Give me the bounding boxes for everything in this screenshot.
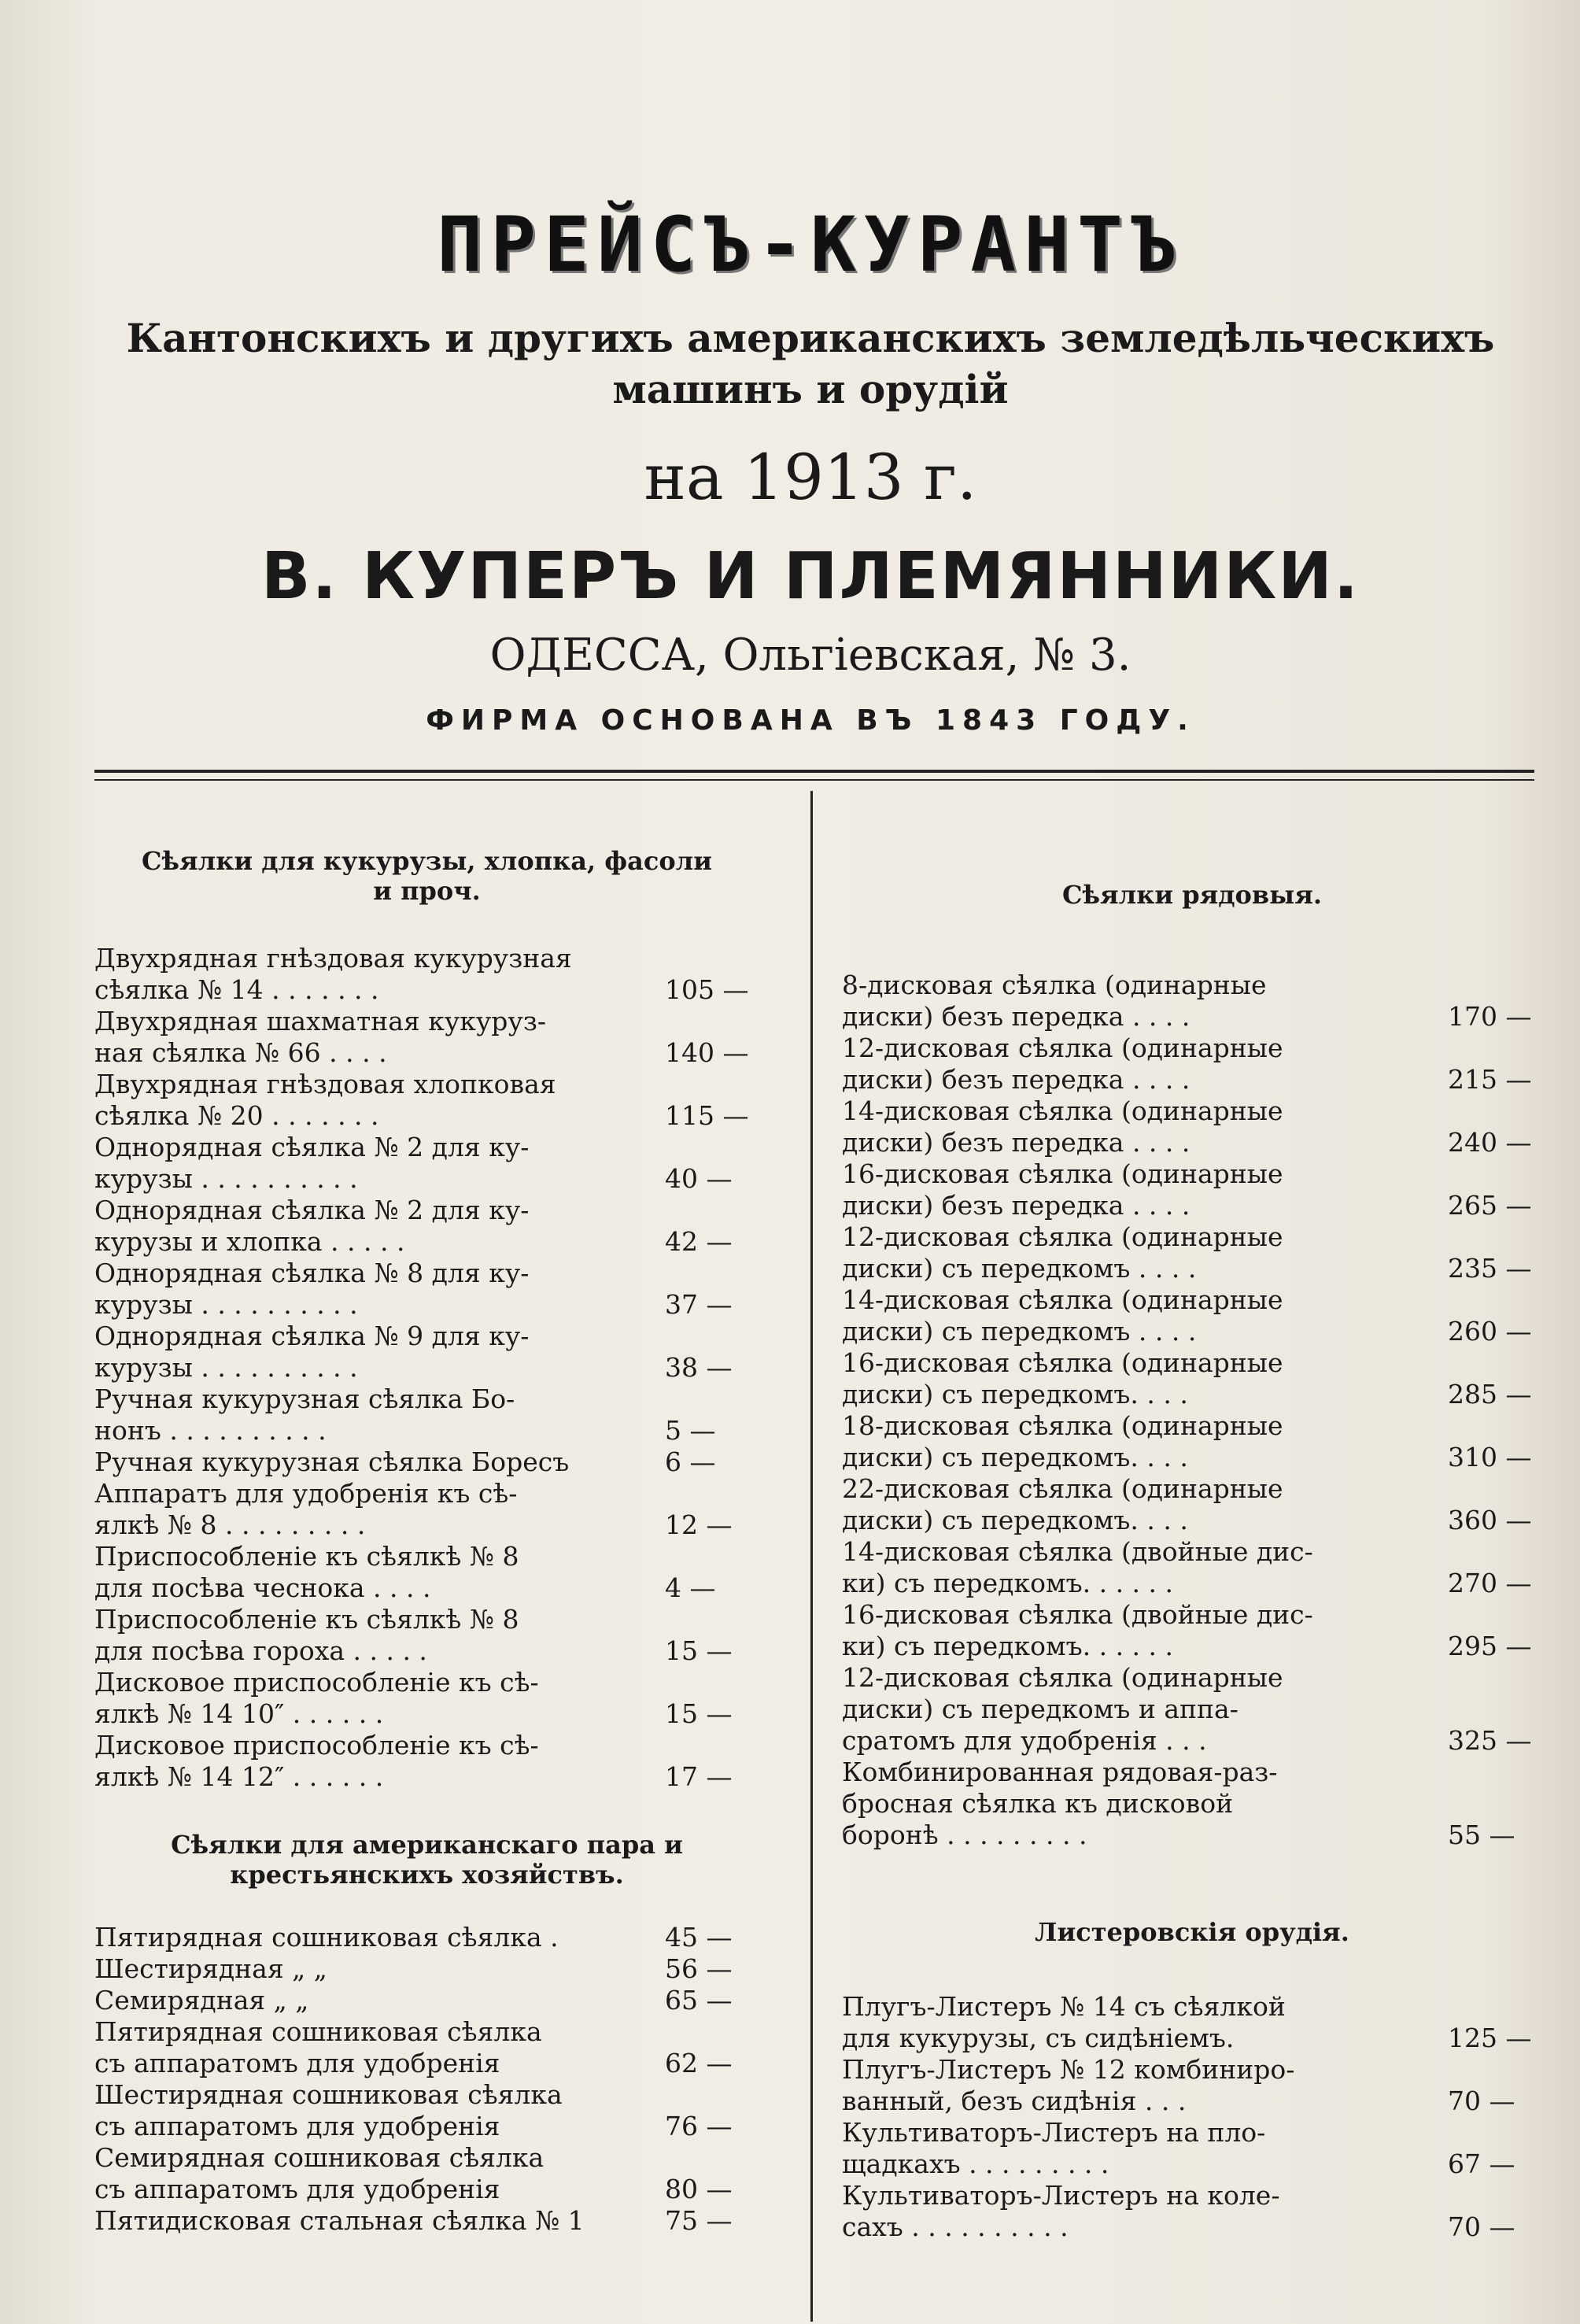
- company-name: В. КУПЕРЪ И ПЛЕМЯННИКИ.: [260, 539, 1360, 614]
- header-rule-thin: [94, 779, 1534, 781]
- item-name: Однорядная сѣялка № 9 для ку- курузы . . . . . . . . . .: [94, 1321, 530, 1383]
- item-price: 55 —: [1448, 1820, 1515, 1850]
- price-list-item: [94, 2079, 759, 2142]
- item-name: Ручная кукурузная сѣялка Боресъ: [94, 1446, 570, 1477]
- item-name: Комбинированная рядовая-раз- бросная сѣялка къ дисковой боронѣ . . . . . . . . .: [842, 1757, 1278, 1850]
- subtitle-line-2: машинъ и орудій: [612, 366, 1009, 412]
- price-list-item: [842, 1757, 1542, 1851]
- price-list-item: [94, 1604, 759, 1667]
- item-name: 14-дисковая сѣялка (двойные дис- ки) съ передкомъ. . . . . .: [842, 1536, 1313, 1598]
- item-price: 75 —: [665, 2205, 733, 2236]
- price-list-item: [842, 1221, 1542, 1284]
- price-list-item: [842, 1991, 1542, 2054]
- price-list-item: [94, 1132, 759, 1195]
- price-list-item: [94, 1730, 759, 1793]
- subtitle-line-1: Кантонскихъ и другихъ американскихъ земледѣльческихъ: [126, 315, 1495, 361]
- item-price: 80 —: [665, 2174, 733, 2204]
- item-price: 115 —: [665, 1100, 749, 1131]
- price-list-item: [842, 2180, 1542, 2243]
- item-name: 18-дисковая сѣялка (одинарные диски) съ передкомъ. . . .: [842, 1410, 1283, 1472]
- item-name: Двухрядная гнѣздовая кукурузная сѣялка № 14 . . . . . . .: [94, 943, 572, 1005]
- price-list-item: [842, 1095, 1542, 1158]
- item-price: 70 —: [1448, 2086, 1515, 2116]
- price-list-item: [94, 1446, 759, 1478]
- item-name: Однорядная сѣялка № 8 для ку- курузы . . . . . . . . . .: [94, 1258, 530, 1320]
- item-name: Семирядная сошниковая сѣялка съ аппаратомъ для удобренія: [94, 2142, 545, 2204]
- section-heading-corn-seeders: Сѣялки для кукурузы, хлопка, фасоли и проч.: [142, 846, 712, 906]
- item-name: 16-дисковая сѣялка (одинарные диски) съ передкомъ. . . .: [842, 1347, 1283, 1410]
- price-list-item: [842, 970, 1542, 1033]
- company-address: ОДЕССА, Ольгіевская, № 3.: [489, 630, 1131, 681]
- price-list-item: [842, 1662, 1542, 1757]
- item-name: 12-дисковая сѣялка (одинарные диски) безъ передка . . . .: [842, 1033, 1283, 1095]
- item-price: 38 —: [665, 1352, 733, 1383]
- item-price: 215 —: [1448, 1064, 1532, 1095]
- item-name: Шестирядная „ „: [94, 1953, 327, 1984]
- item-price: 6 —: [665, 1446, 716, 1477]
- item-name: Шестирядная сошниковая сѣялка съ аппаратомъ для удобренія: [94, 2079, 563, 2141]
- price-list-item: [94, 1384, 759, 1446]
- item-name: Аппаратъ для удобренія къ сѣ- ялкѣ № 8 . . . . . . . . .: [94, 1478, 518, 1540]
- price-list-item: [842, 1473, 1542, 1536]
- item-name: 8-дисковая сѣялка (одинарные диски) безъ передка . . . .: [842, 970, 1267, 1032]
- item-name: Культиваторъ-Листеръ на пло- щадкахъ . . . . . . . . .: [842, 2117, 1266, 2179]
- item-name: 16-дисковая сѣялка (одинарные диски) безъ передка . . . .: [842, 1158, 1283, 1221]
- price-list-item: [842, 1347, 1542, 1410]
- section-heading-row-seeders: Сѣялки рядовыя.: [1062, 880, 1322, 910]
- item-name: Ручная кукурузная сѣялка Бо- нонъ . . . . . . . . . .: [94, 1384, 515, 1446]
- item-price: 140 —: [665, 1037, 749, 1068]
- price-list-item: [94, 1953, 759, 1985]
- item-price: 67 —: [1448, 2148, 1515, 2179]
- item-name: Приспособленіе къ сѣялкѣ № 8 для посѣва гороха . . . . .: [94, 1604, 519, 1666]
- item-name: Пятирядная сошниковая сѣялка съ аппаратомъ для удобренія: [94, 2016, 542, 2078]
- item-name: Культиваторъ-Листеръ на коле- сахъ . . . . . . . . . .: [842, 2180, 1280, 2242]
- price-list-item: [94, 1258, 759, 1321]
- item-price: 56 —: [665, 1953, 733, 1984]
- item-price: 170 —: [1448, 1001, 1532, 1032]
- item-price: 76 —: [665, 2111, 733, 2141]
- item-price: 65 —: [665, 1985, 733, 2015]
- price-list-item: [94, 1195, 759, 1258]
- item-name: Двухрядная шахматная кукуруз- ная сѣялка № 66 . . . .: [94, 1006, 546, 1068]
- price-list-item: [94, 2205, 759, 2237]
- column-divider: [810, 791, 813, 2322]
- price-list-item: [842, 1033, 1542, 1095]
- price-list-item: [94, 1321, 759, 1384]
- item-price: 270 —: [1448, 1568, 1532, 1598]
- price-list-item: [842, 1410, 1542, 1473]
- item-price: 15 —: [665, 1698, 733, 1729]
- item-name: 22-дисковая сѣялка (одинарные диски) съ передкомъ. . . .: [842, 1473, 1283, 1535]
- item-price: 310 —: [1448, 1442, 1532, 1472]
- item-price: 325 —: [1448, 1725, 1532, 1756]
- item-price: 70 —: [1448, 2211, 1515, 2242]
- item-price: 37 —: [665, 1289, 733, 1320]
- document-title: ПРЕЙСЪ-КУРАНТЪ: [437, 201, 1184, 289]
- item-price: 42 —: [665, 1226, 733, 1257]
- item-price: 285 —: [1448, 1379, 1532, 1410]
- item-name: 12-дисковая сѣялка (одинарные диски) съ передкомъ и аппа- cратомъ для удобренія . . .: [842, 1662, 1283, 1756]
- item-price: 45 —: [665, 1922, 733, 1953]
- item-name: 12-дисковая сѣялка (одинарные диски) съ передкомъ . . . .: [842, 1221, 1283, 1284]
- item-price: 235 —: [1448, 1253, 1532, 1284]
- price-list-item: [94, 1985, 759, 2016]
- price-list-item: [94, 2142, 759, 2205]
- section-heading-lister-implements: Листеровскія орудія.: [1035, 1917, 1349, 1947]
- item-name: Двухрядная гнѣздовая хлопковая сѣялка № 20 . . . . . . .: [94, 1069, 556, 1131]
- item-name: Пятидисковая стальная сѣялка № 1: [94, 2205, 585, 2236]
- price-list-item: [94, 1667, 759, 1730]
- price-list-item: [94, 2016, 759, 2079]
- section-heading-fallow-seeders: Сѣялки для американскаго пара и крестьянскихъ хозяйствъ.: [171, 1830, 683, 1890]
- item-price: 15 —: [665, 1635, 733, 1666]
- item-price: 40 —: [665, 1163, 733, 1194]
- price-list-item: [94, 1069, 759, 1132]
- price-list-item: [94, 1541, 759, 1604]
- price-list-item: [842, 2117, 1542, 2180]
- item-price: 17 —: [665, 1761, 733, 1792]
- item-price: 5 —: [665, 1415, 716, 1446]
- price-list-item: [94, 1922, 759, 1953]
- item-price: 295 —: [1448, 1631, 1532, 1661]
- price-list-item: [842, 1536, 1542, 1599]
- item-price: 105 —: [665, 974, 749, 1005]
- item-name: Приспособленіе къ сѣялкѣ № 8 для посѣва чеснока . . . .: [94, 1541, 519, 1603]
- item-price: 360 —: [1448, 1505, 1532, 1535]
- header-rule-thick: [94, 770, 1534, 773]
- item-name: Семирядная „ „: [94, 1985, 309, 2015]
- item-name: 16-дисковая сѣялка (двойные дис- ки) съ передкомъ. . . . . .: [842, 1599, 1313, 1661]
- item-price: 4 —: [665, 1572, 716, 1603]
- item-name: 14-дисковая сѣялка (одинарные диски) съ передкомъ . . . .: [842, 1284, 1283, 1347]
- price-list-item: [94, 1478, 759, 1541]
- item-price: 260 —: [1448, 1316, 1532, 1347]
- item-price: 265 —: [1448, 1190, 1532, 1221]
- year-line: на 1913 г.: [644, 441, 977, 514]
- item-name: Пятирядная сошниковая сѣялка .: [94, 1922, 559, 1953]
- item-name: 14-дисковая сѣялка (одинарные диски) безъ передка . . . .: [842, 1095, 1283, 1158]
- founded-line: ФИРМА ОСНОВАНА ВЪ 1843 ГОДУ.: [426, 704, 1195, 737]
- price-list-item: [842, 1599, 1542, 1662]
- item-name: Дисковое приспособленіе къ сѣ- ялкѣ № 14 12″ . . . . . .: [94, 1730, 539, 1792]
- price-list-item: [842, 1284, 1542, 1347]
- price-list-item: [94, 1006, 759, 1069]
- item-price: 125 —: [1448, 2023, 1532, 2053]
- price-list-item: [842, 2054, 1542, 2117]
- item-name: Плугъ-Листеръ № 14 съ сѣялкой для кукурузы, съ сидѣніемъ.: [842, 1991, 1286, 2053]
- item-name: Дисковое приспособленіе къ сѣ- ялкѣ № 14 10″ . . . . . .: [94, 1667, 539, 1729]
- price-list-item: [842, 1158, 1542, 1221]
- item-name: Плугъ-Листеръ № 12 комбиниро- ванный, безъ сидѣнія . . .: [842, 2054, 1295, 2116]
- item-price: 62 —: [665, 2048, 733, 2078]
- price-list-item: [94, 943, 759, 1006]
- item-price: 240 —: [1448, 1127, 1532, 1158]
- item-price: 12 —: [665, 1509, 733, 1540]
- item-name: Однорядная сѣялка № 2 для ку- курузы . . . . . . . . . .: [94, 1132, 530, 1194]
- item-name: Однорядная сѣялка № 2 для ку- курузы и хлопка . . . . .: [94, 1195, 530, 1257]
